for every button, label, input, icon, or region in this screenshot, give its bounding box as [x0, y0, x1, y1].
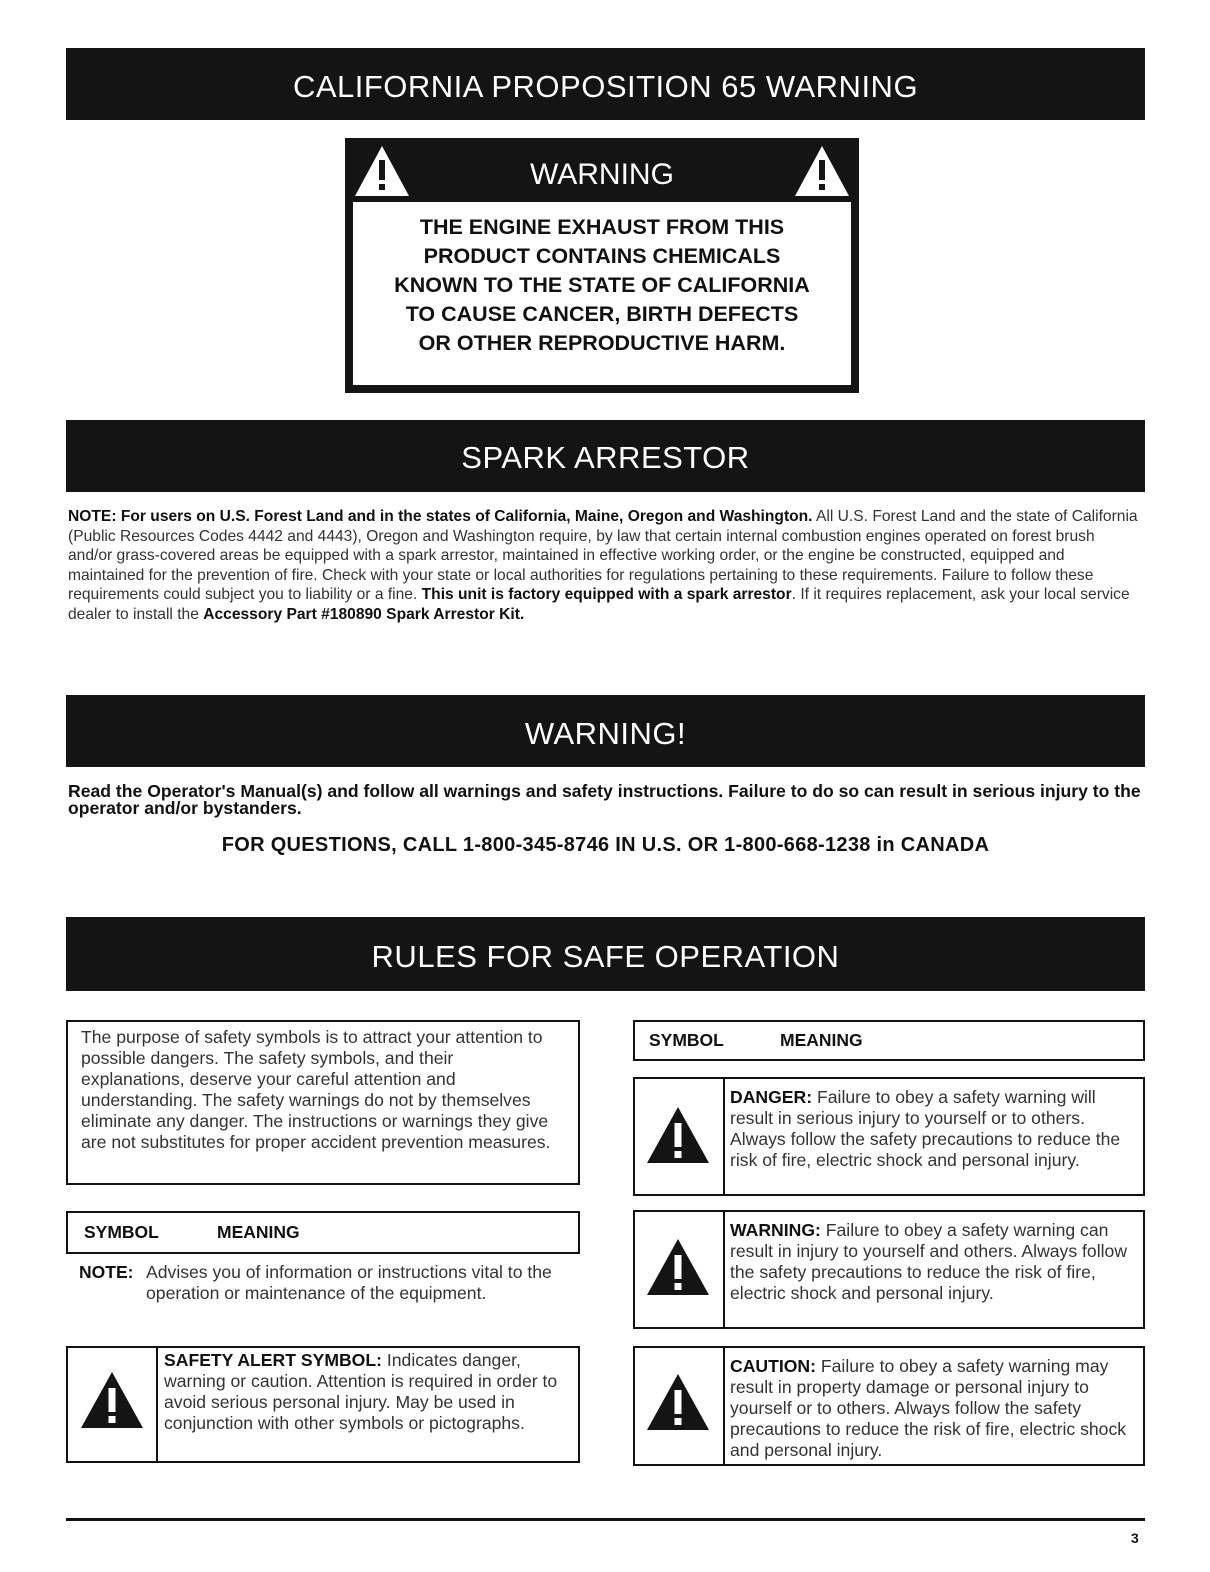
caution-label: CAUTION:: [730, 1356, 817, 1376]
warning-heading: WARNING: [530, 158, 674, 191]
caution-text: [730, 1356, 1140, 1461]
prop65-line: TO CAUSE CANCER, BIRTH DEFECTS: [405, 302, 799, 326]
prop65-warning-text: [353, 202, 851, 385]
caution-box: [633, 1346, 1145, 1466]
spark-body-2: . If it requires replacement, ask your local service dealer to install the: [68, 586, 1130, 623]
warning-symbol-cell: [635, 1212, 725, 1327]
safety-alert-box: [66, 1346, 580, 1463]
rules-title-bar: [66, 917, 1145, 991]
warning-symbol-box: [633, 1210, 1145, 1329]
danger-text: [730, 1087, 1138, 1171]
spark-factory-bold: This unit is factory equipped with a spark arrestor: [421, 586, 792, 604]
page-number: 3: [1131, 1530, 1139, 1546]
purpose-text: The purpose of safety symbols is to attract your attention to possible dangers. The safety symbols, and their explanations, deserve your careful attention and understanding. The safety warnings do not by themselves eliminate any danger. The instructions or warnings they give are not substitutes for proper accident prevention measures.: [81, 1027, 551, 1152]
warning-text: [730, 1220, 1138, 1304]
symbol-label: SYMBOL: [84, 1222, 159, 1242]
questions-line: FOR QUESTIONS, CALL 1-800-345-8746 IN U.S. OR 1-800-668-1238 in CANADA: [221, 834, 990, 856]
warning-paragraph: Read the Operator's Manual(s) and follow all warnings and safety instructions. Failure to do so can result in serious injury to the operator and/or bystanders.: [68, 781, 1141, 818]
spark-part-bold: Accessory Part #180890 Spark Arrestor Kit.: [203, 605, 525, 623]
caution-triangle-icon: [645, 1372, 711, 1432]
danger-box: [633, 1077, 1145, 1196]
caution-symbol-cell: [635, 1348, 725, 1464]
prop65-title-bar: [66, 48, 1145, 120]
prop65-line: KNOWN TO THE STATE OF CALIFORNIA: [394, 273, 810, 297]
safety-alert-text: [164, 1350, 572, 1434]
symbol-meaning-header-left: [66, 1211, 580, 1254]
warning-label: WARNING:: [730, 1220, 821, 1240]
prop65-line: PRODUCT CONTAINS CHEMICALS: [423, 244, 781, 268]
spark-note-bold: NOTE: For users on U.S. Forest Land and in the states of California, Maine, Oregon and Washington.: [68, 508, 813, 525]
note-text: Advises you of information or instructions vital to the operation or maintenance of the equipment.: [146, 1262, 552, 1303]
prop65-warning-box: [345, 138, 859, 393]
warning-title-bar: [66, 695, 1145, 767]
spark-title-bar: [66, 420, 1145, 492]
rules-title: RULES FOR SAFE OPERATION: [371, 939, 840, 974]
meaning-label: MEANING: [780, 1030, 863, 1050]
footer-rule: [66, 1518, 1145, 1521]
prop65-line: THE ENGINE EXHAUST FROM THIS: [419, 215, 785, 239]
symbol-label: SYMBOL: [649, 1030, 724, 1050]
danger-label: DANGER:: [730, 1087, 813, 1107]
safety-alert-triangle-icon: [79, 1370, 145, 1430]
spark-title: SPARK ARRESTOR: [461, 440, 750, 475]
meaning-label: MEANING: [217, 1222, 300, 1242]
danger-symbol-cell: [635, 1079, 725, 1194]
spark-note-paragraph: [68, 507, 1143, 625]
note-label: NOTE:: [79, 1262, 134, 1282]
warning-title: WARNING!: [524, 716, 687, 751]
prop65-line: OR OTHER REPRODUCTIVE HARM.: [418, 331, 786, 355]
safety-alert-label: SAFETY ALERT SYMBOL:: [164, 1350, 382, 1370]
spark-body-1: All U.S. Forest Land and the state of California (Public Resources Codes 4442 and 4443), Oregon and Washington require, by law that certain internal combustion engines operated on forest brush and/or grass-covered areas be equipped with a spark arrestor, maintained in effective working order, or the engine be constructed, equipped and maintained for the prevention of fire. Check with your state or local authorities for regulations pertaining to these requirements. Failure to follow these requirements could subject you to liability or a fine.: [68, 508, 1138, 604]
prop65-title: CALIFORNIA PROPOSITION 65 WARNING: [292, 69, 919, 104]
safety-alert-symbol-cell: [68, 1348, 158, 1461]
danger-triangle-icon: [645, 1105, 711, 1165]
symbol-meaning-header-right: [633, 1020, 1145, 1061]
warning-triangle-icon: [645, 1237, 711, 1297]
caution-desc: Failure to obey a safety warning may result in property damage or personal injury to yourself or to others. Always follow the safety precautions to reduce the risk of fire, electric shock and personal injury.: [730, 1356, 1127, 1460]
safety-alert-desc: Indicates danger, warning or caution. Attention is required in order to avoid serious personal injury. May be used in conjunction with other symbols or pictographs.: [164, 1350, 558, 1433]
purpose-box: [66, 1020, 580, 1185]
warning-desc: Failure to obey a safety warning can result in injury to yourself and others. Always follow the safety precautions to reduce the risk of fire, electric shock and personal injury.: [730, 1220, 1128, 1303]
danger-desc: Failure to obey a safety warning will result in serious injury to yourself or to others. Always follow the safety precautions to reduce the risk of fire, electric shock and personal injury.: [730, 1087, 1121, 1170]
